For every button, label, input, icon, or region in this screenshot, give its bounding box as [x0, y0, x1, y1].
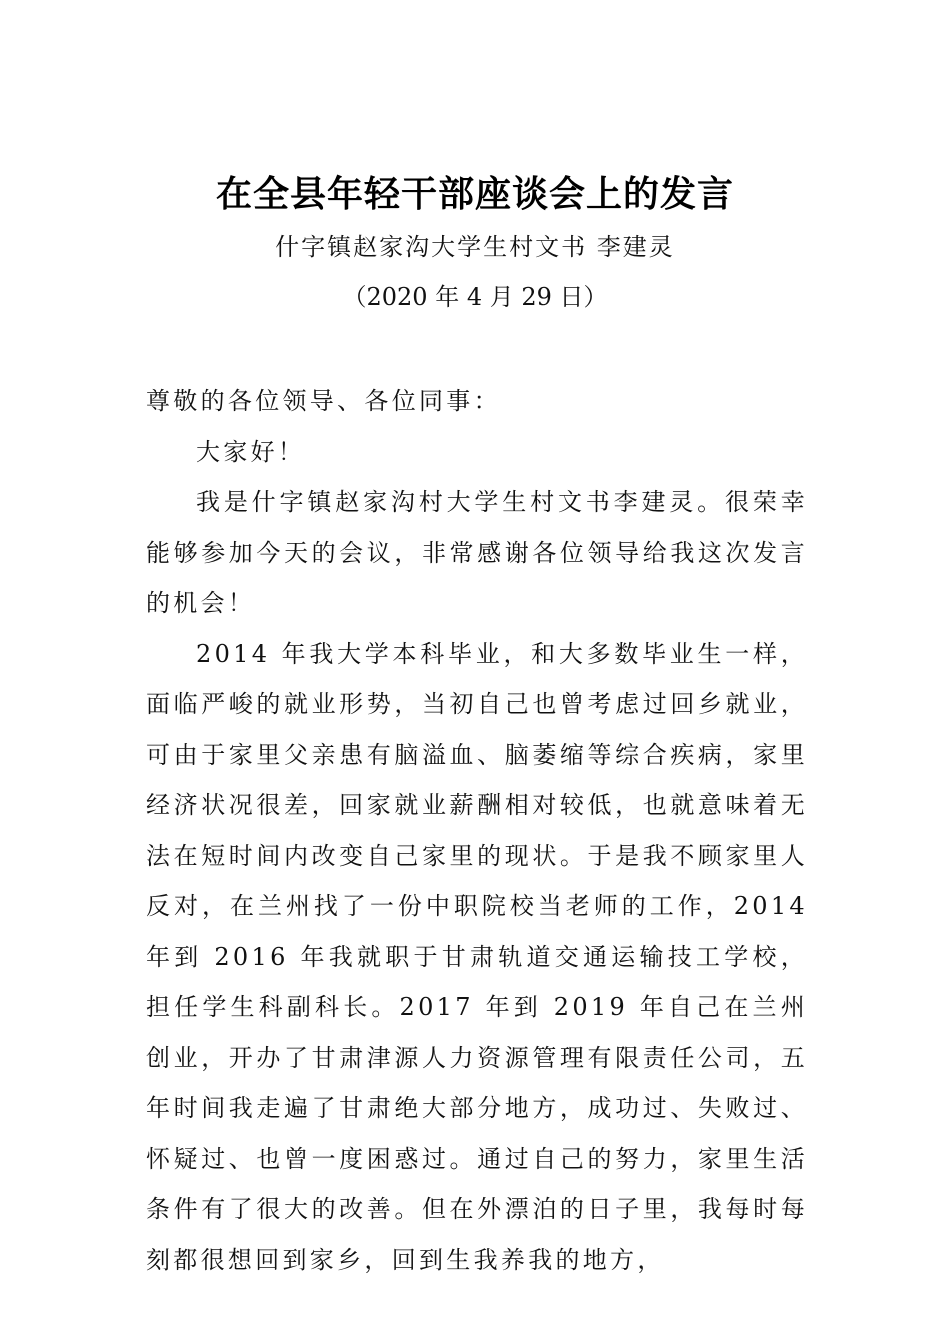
document-title: 在全县年轻干部座谈会上的发言 — [215, 173, 734, 215]
paragraph: 我是什字镇赵家沟村大学生村文书李建灵。很荣幸能够参加今天的会议，非常感谢各位领导给我这次发言的机会！ — [146, 488, 808, 617]
greeting: 大家好！ — [196, 437, 306, 466]
document-body — [146, 376, 808, 1285]
salutation: 尊敬的各位领导、各位同事： — [146, 387, 501, 415]
author-line: 什字镇赵家沟大学生村文书 李建灵 — [275, 233, 675, 261]
date-line: （2020 年 4 月 29 日） — [342, 283, 608, 311]
paragraph: 2014 年我大学本科毕业，和大多数毕业生一样，面临严峻的就业形势，当初自己也曾考虑过回乡就业，可由于家里父亲患有脑溢血、脑萎缩等综合疾病，家里经济状况很差，回家就业薪酬相对较低，也就意味着无法在短时间内改变自己家里的现状。于是我不顾家里人反对，在兰州找了一份中职院校当老师的工作，2014 年到 2016 年我就职于甘肃轨道交通运输技工学校，担任学生科副科长。2017 年到 2019 年自己在兰州创业，开办了甘肃津源人力资源管理有限责任公司，五年时间我走遍了甘肃绝大部分地方，成功过、失败过、怀疑过、也曾一度困惑过。通过自己的努力，家里生活条件有了很大的改善。但在外漂泊的日子里，我每时每刻都很想回到家乡，回到生我养我的地方， — [146, 639, 808, 1274]
